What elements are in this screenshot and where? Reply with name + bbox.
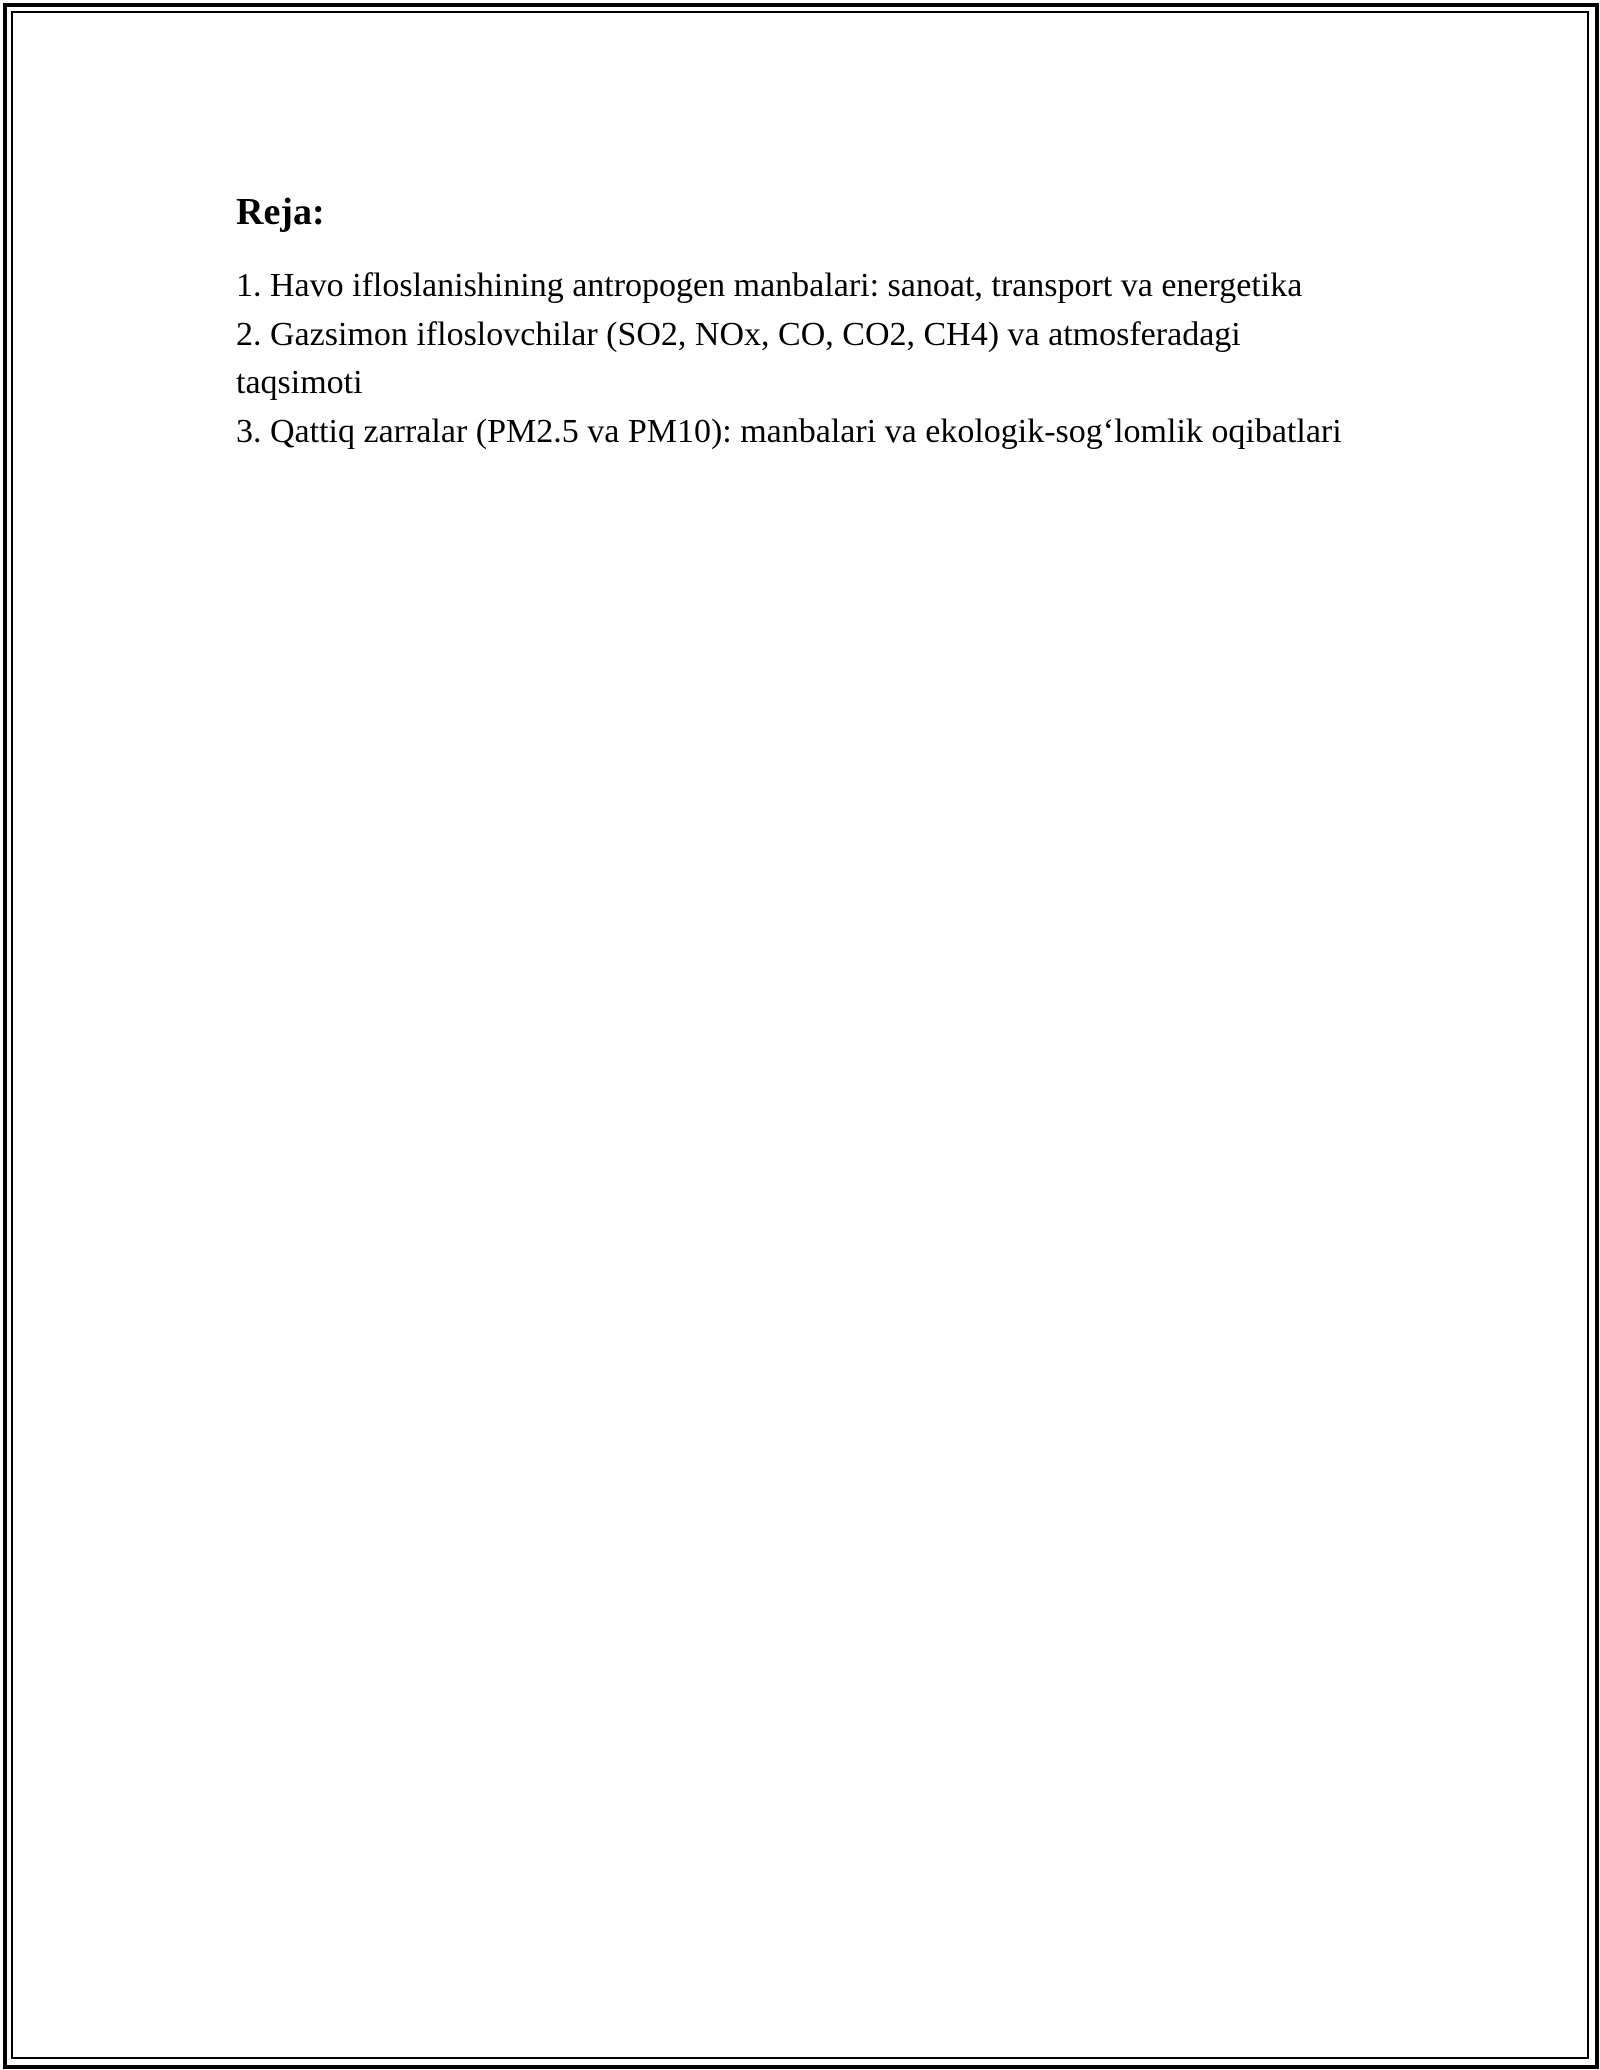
plan-list [236, 262, 1366, 456]
document-body [236, 186, 1366, 456]
plan-item-2: 2. Gazsimon ifloslovchilar (SO2, NOx, CO, CO2, CH4) va atmosferadagi taqsimoti [236, 315, 1241, 401]
plan-item-3: 3. Qattiq zarralar (PM2.5 va PM10): manbalari va ekologik-sog‘lomlik oqibatlari [236, 412, 1342, 450]
plan-item-1: 1. Havo ifloslanishining antropogen manbalari: sanoat, transport va energetika [236, 267, 1303, 304]
plan-heading: Reja: [236, 191, 325, 233]
